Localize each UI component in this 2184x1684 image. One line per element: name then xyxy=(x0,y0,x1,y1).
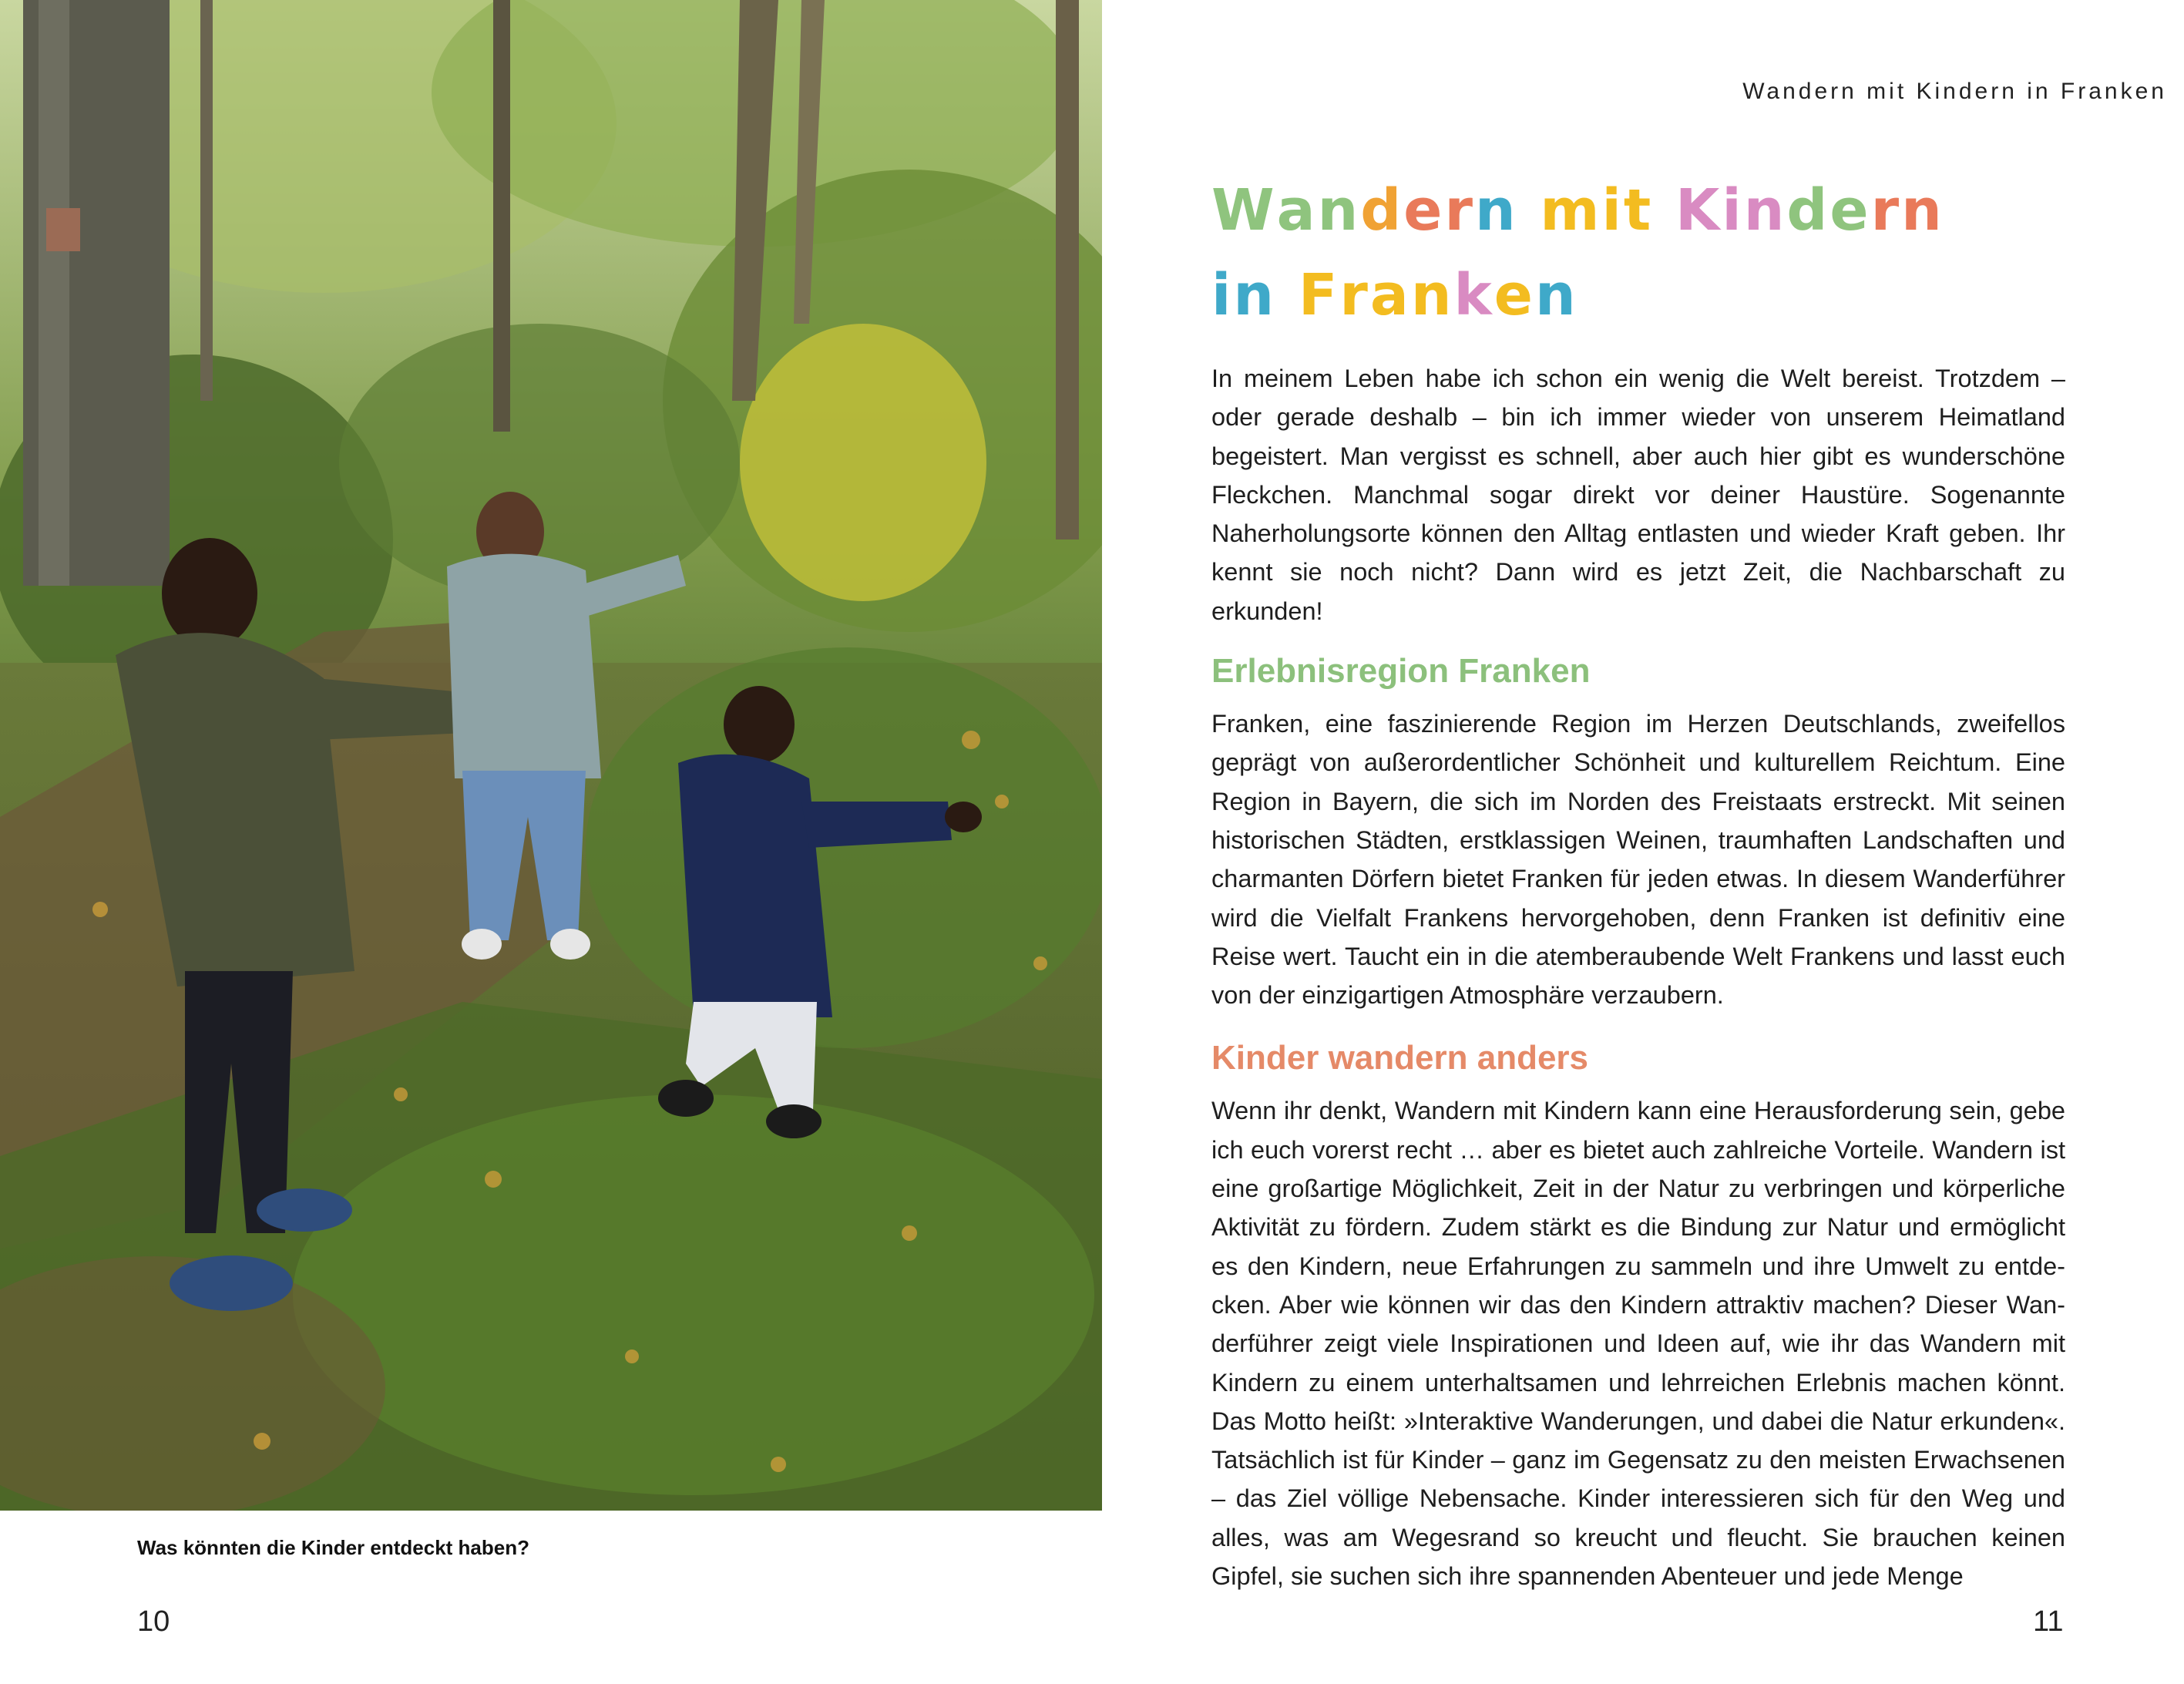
title-letter: n xyxy=(1743,177,1787,244)
title-letter: e xyxy=(1830,177,1871,244)
section-paragraph-kinder: Wenn ihr denkt, Wandern mit Kindern kann eine Herausforderung sein, gebe ich euch vorerst recht … aber es bietet auch zahlreiche Vorteile. Wandern ist eine großartige Möglichkeit, Zeit in der Natur zu verbringen und körperliche Aktivität zu fördern. Zudem stärkt es die Bindung zur Natur und ermöglicht es den Kindern, neue Erfahrungen zu sammeln und ihre Umwelt zu entdecken. Aber wie können wir das den Kindern attraktiv machen? Dieser Wanderführer zeigt viele Inspirationen und Ideen auf, wie ihr das Wandern mit Kindern zu einem unterhaltsamen und lehrreichen Erlebnis machen könnt. Das Motto heißt: »Interaktive Wanderungen, und dabei die Natur erkunden«. Tatsächlich ist für Kinder – ganz im Gegensatz zu den meisten Erwachsenen – das Ziel völlige Nebensache. Kinder interessieren sich für den Weg und alles, was am Wegesrand so kreucht und fleucht. Sie brauchen keinen Gipfel, sie suchen sich ihre spannenden Abenteuer und jede Menge xyxy=(1211,1097,2065,1591)
chapter-title xyxy=(1211,168,1982,338)
title-letter: n xyxy=(1534,262,1578,328)
title-line-2 xyxy=(1211,253,1982,338)
title-letter: r xyxy=(1444,177,1475,244)
title-letter: n xyxy=(1317,177,1361,244)
title-letter: F xyxy=(1298,262,1340,328)
running-head: Wandern mit Kindern in Franken xyxy=(1742,79,2167,104)
section-heading-erlebnisregion: Erlebnisregion Franken xyxy=(1211,652,1591,691)
page-number-right: 11 xyxy=(2033,1605,2064,1638)
title-letter: d xyxy=(1786,177,1830,244)
title-letter: K xyxy=(1675,177,1722,244)
title-letter: a xyxy=(1276,177,1318,244)
forest-photo xyxy=(0,0,1102,1511)
title-letter xyxy=(1518,168,1541,253)
title-letter: W xyxy=(1211,177,1277,244)
title-letter: n xyxy=(1410,262,1454,328)
section-heading-kinder: Kinder wandern anders xyxy=(1211,1039,1589,1077)
title-letter: d xyxy=(1360,177,1404,244)
title-letter: e xyxy=(1403,177,1445,244)
photo-caption: Was könnten die Kinder entdeckt haben? xyxy=(137,1536,529,1559)
title-letter: i xyxy=(1211,262,1234,328)
title-letter: e xyxy=(1494,262,1535,328)
title-letter: n xyxy=(1233,262,1277,328)
body-text-column xyxy=(1211,359,2065,1595)
title-letter: k xyxy=(1453,262,1494,328)
title-letter xyxy=(1276,253,1299,338)
title-letter: t xyxy=(1623,177,1654,244)
title-letter: r xyxy=(1339,262,1370,328)
title-letter: i xyxy=(1601,177,1624,244)
section-paragraph-erlebnisregion: Franken, eine faszinierende Region im Herzen Deutschlands, zweifellos geprägt von außerordentlicher Schönheit und kulturellem Reichtum. Eine Region in Bayern, die sich im Norden des Freistaats erstreckt. Mit seinen historischen Städten, erstklassigen Weinen, traumhaften Landschaften und charmanten Dörfern bietet Franken für jeden etwas. In diesem Wanderführer wird die Vielfalt Frankens hervorgehoben, denn Franken ist definitiv eine Reise wert. Taucht ein in die atemberaubende Welt Frankens und lasst euch von der einzigartigen Atmosphäre verzaubern. xyxy=(1211,710,2065,1010)
page-number-left: 10 xyxy=(137,1605,170,1638)
title-letter: m xyxy=(1540,177,1602,244)
title-letter: r xyxy=(1870,177,1902,244)
title-line-1 xyxy=(1211,168,1982,253)
title-letter xyxy=(1653,168,1675,253)
title-letter: i xyxy=(1722,177,1744,244)
forest-photo-illustration xyxy=(0,0,1102,1511)
intro-paragraph: In meinem Leben habe ich schon ein wenig die Welt bereist. Trotzdem – oder gerade deshalb – bin ich immer wieder von unserem Heimatland begeistert. Man vergisst es schnell, aber auch hier gibt es wunderschöne Fleckchen. Manchmal sogar direkt vor deiner Haustüre. Sogenannte Naherholungsorte können den Alltag entlasten und wieder Kraft geben. Ihr kennt sie noch nicht? Dann wird es jetzt Zeit, die Nachbarschaft zu erkunden! xyxy=(1211,365,2065,625)
title-letter: a xyxy=(1369,262,1411,328)
title-letter: n xyxy=(1474,177,1518,244)
title-letter: n xyxy=(1901,177,1944,244)
